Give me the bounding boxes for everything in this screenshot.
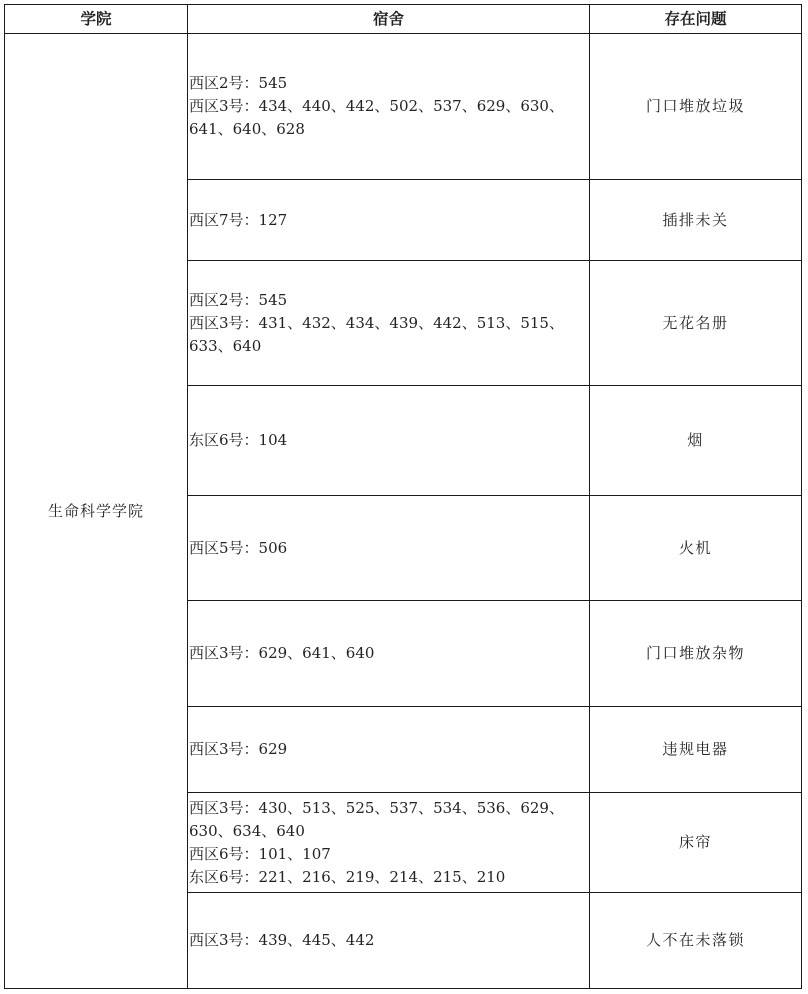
dorm-line: 西区2号：545 <box>189 74 288 92</box>
dorm-line: 西区3号：629、641、640 <box>189 644 375 662</box>
dorm-cell <box>188 707 590 793</box>
issue-cell: 插排未关 <box>590 180 802 261</box>
dorm-cell <box>188 386 590 496</box>
header-dorm: 宿舍 <box>188 5 590 34</box>
college-cell: 生命科学学院 <box>5 34 188 989</box>
dorm-line: 东区6号：221、216、219、214、215、210 <box>189 867 506 886</box>
issue-cell: 人不在未落锁 <box>590 893 802 989</box>
header-row <box>5 5 802 34</box>
dorm-cell <box>188 34 590 180</box>
dorm-cell <box>188 793 590 893</box>
dorm-cell <box>188 601 590 707</box>
dorm-cell <box>188 893 590 989</box>
issue-cell: 无花名册 <box>590 261 802 386</box>
issue-cell: 门口堆放杂物 <box>590 601 802 707</box>
dorm-cell <box>188 261 590 386</box>
issue-cell: 违规电器 <box>590 707 802 793</box>
issue-cell: 烟 <box>590 386 802 496</box>
dorm-line: 西区3号：629 <box>189 740 288 758</box>
issue-cell: 床帘 <box>590 793 802 893</box>
dorm-line: 西区2号：545 <box>189 290 288 309</box>
table-row <box>5 34 802 180</box>
dorm-line: 西区3号：439、445、442 <box>189 931 375 949</box>
dorm-line: 西区6号：101、107 <box>189 844 331 863</box>
header-issue: 存在问题 <box>590 5 802 34</box>
inspection-table <box>4 4 802 989</box>
dorm-line: 西区3号：430、513、525、537、534、536、629、630、634、640 <box>189 798 564 840</box>
dorm-cell <box>188 180 590 261</box>
dorm-line: 西区7号：127 <box>189 210 288 229</box>
issue-cell: 火机 <box>590 496 802 601</box>
dorm-line: 西区3号：434、440、442、502、537、629、630、641、640、628 <box>189 97 564 138</box>
dorm-cell <box>188 496 590 601</box>
dorm-line: 西区5号：506 <box>189 538 288 557</box>
issue-cell: 门口堆放垃圾 <box>590 34 802 180</box>
header-college: 学院 <box>5 5 188 34</box>
dorm-line: 东区6号：104 <box>189 431 288 449</box>
dorm-line: 西区3号：431、432、434、439、442、513、515、633、640 <box>189 313 564 355</box>
